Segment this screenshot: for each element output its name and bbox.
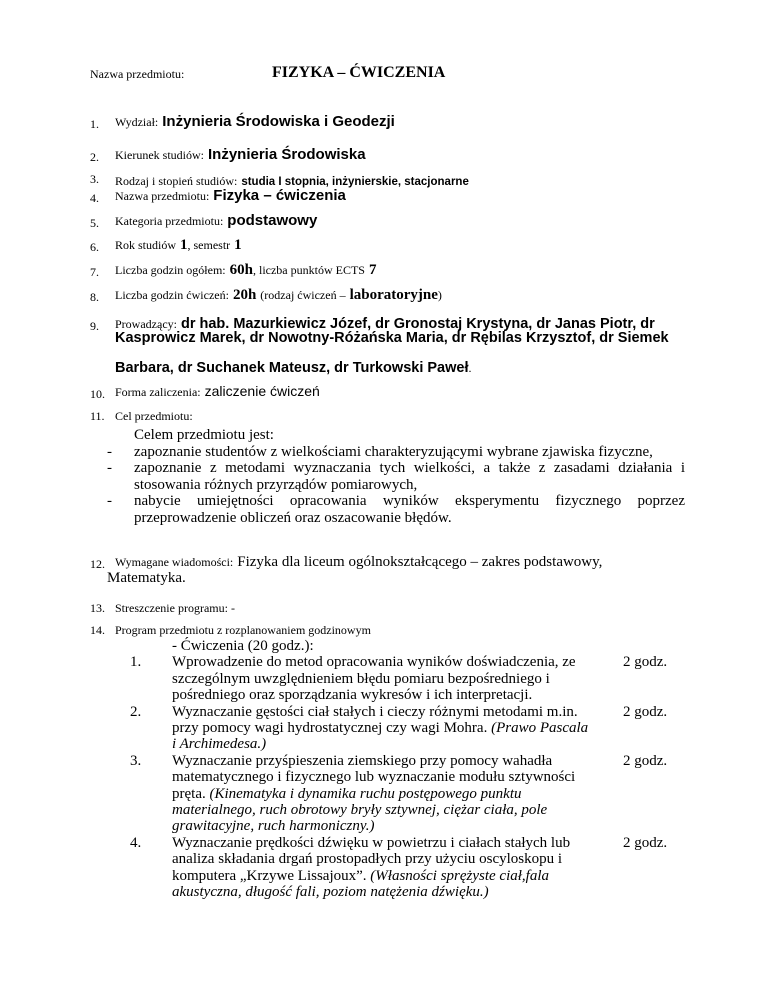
assessment-value: zaliczenie ćwiczeń bbox=[204, 383, 320, 399]
entry-text: Wyznaczanie gęstości ciał stałych i cieczy różnymi metodami m.in. przy pomocy wagi hydrostatycznej czy wagi Mohra. bbox=[172, 703, 578, 737]
assessment-row bbox=[115, 383, 320, 401]
subject-name-label: Nazwa przedmiotu: bbox=[115, 189, 210, 203]
item-number: 9. bbox=[90, 319, 99, 333]
list-item bbox=[107, 460, 685, 493]
exercise-hours-label: Liczba godzin ćwiczeń: bbox=[115, 288, 229, 302]
item-number: 1. bbox=[90, 117, 99, 131]
program-entry bbox=[130, 654, 690, 703]
exercise-type-label: (rodzaj ćwiczeń – bbox=[260, 288, 346, 302]
entry-hours: 2 godz. bbox=[623, 654, 668, 671]
semester-value: 1 bbox=[234, 237, 242, 253]
faculty-value: Inżynieria Środowiska i Geodezji bbox=[162, 113, 395, 130]
category-row bbox=[115, 212, 317, 230]
goals-lead: Celem przedmiotu jest: bbox=[134, 427, 274, 443]
item-number: 3. bbox=[90, 172, 99, 186]
document-title: FIZYKA – ĆWICZENIA bbox=[272, 64, 446, 81]
item-number: 5. bbox=[90, 216, 99, 230]
category-value: podstawowy bbox=[227, 212, 318, 229]
dash-bullet: - bbox=[107, 460, 112, 477]
field-row bbox=[115, 146, 366, 164]
field-value: Inżynieria Środowiska bbox=[208, 146, 366, 163]
goal-text: zapoznanie studentów z wielkościami charakteryzującymi wybrane zjawiska fizyczne, bbox=[134, 443, 653, 460]
summary-label: Streszczenie programu: - bbox=[115, 601, 235, 615]
year-value: 1 bbox=[180, 237, 188, 253]
exercise-hours-row bbox=[115, 286, 442, 304]
faculty-label: Wydział: bbox=[115, 115, 159, 129]
entry-topics: (Prawo Pascala i Archimedesa.) bbox=[172, 720, 589, 753]
lecturers-line-1: dr hab. Mazurkiewicz Józef, dr Gronostaj Krystyna, dr Janas Piotr, dr bbox=[180, 316, 655, 332]
item-number: 7. bbox=[90, 265, 99, 279]
lecturers-line-3-row bbox=[115, 359, 472, 377]
goals-list bbox=[107, 444, 685, 527]
item-number: 14. bbox=[90, 623, 105, 637]
year-label: Rok studiów bbox=[115, 238, 177, 252]
entry-number: 3. bbox=[130, 752, 142, 769]
ects-value: 7 bbox=[368, 262, 377, 278]
item-number: 10. bbox=[90, 387, 105, 401]
category-label: Kategoria przedmiotu: bbox=[115, 214, 224, 228]
hours-total-label: Liczba godzin ogółem: bbox=[115, 263, 226, 277]
requirements-label: Wymagane wiadomości: bbox=[115, 555, 234, 569]
entry-text: Wyznaczanie przyśpieszenia ziemskiego przy pomocy wahadła matematycznego i fizycznego lub wyznaczanie modułu sztywności pręta. bbox=[172, 752, 576, 802]
lecturers-line-3: Barbara, dr Suchanek Mateusz, dr Turkowski Paweł bbox=[115, 360, 469, 376]
program-heading: - Ćwiczenia (20 godz.): bbox=[172, 638, 314, 654]
entry-topics: (Własności sprężyste ciał,fala akustyczna, długość fali, poziom natężenia dźwięku.) bbox=[172, 867, 550, 901]
lecturers-line-2: Kasprowicz Marek, dr Nowotny-Różańska Maria, dr Rębilas Krzysztof, dr Siemek bbox=[115, 330, 669, 346]
entry-text: Wyznaczanie prędkości dźwięku w powietrzu i ciałach stałych lub analiza składania drgań prostopadłych przy użyciu oscyloskopu i komputera „Krzywe Lissajoux”. bbox=[172, 834, 571, 884]
entry-hours: 2 godz. bbox=[623, 834, 668, 851]
subject-row bbox=[115, 187, 346, 205]
requirements-line-1: Fizyka dla liceum ogólnokształcącego – zakres podstawowy, bbox=[237, 554, 603, 570]
lecturers-end: . bbox=[468, 361, 472, 375]
goals-block bbox=[107, 427, 685, 527]
hours-total-row bbox=[115, 261, 376, 279]
ects-label: , liczba punktów ECTS bbox=[252, 263, 365, 277]
goal-label: Cel przedmiotu: bbox=[115, 409, 193, 423]
subject-label: Nazwa przedmiotu: bbox=[90, 67, 185, 81]
goal-text: nabycie umiejętności opracowania wyników eksperymentu fizycznego poprzez przeprowadzenie obliczeń oraz oszacowanie błędów. bbox=[134, 493, 685, 526]
item-number: 4. bbox=[90, 191, 99, 205]
item-number: 11. bbox=[90, 409, 105, 423]
entry-hours: 2 godz. bbox=[623, 752, 668, 769]
item-number: 13. bbox=[90, 601, 105, 615]
item-number: 8. bbox=[90, 290, 99, 304]
item-number: 12. bbox=[90, 557, 105, 571]
dash-bullet: - bbox=[107, 493, 112, 510]
program-entry bbox=[130, 704, 690, 753]
entry-topics: (Kinematyka i dynamika ruchu postępowego punktu materialnego, ruch obrotowy bryły sztywnej, ciężar ciała, pole grawitacyjne, ruch harmoniczny.) bbox=[172, 785, 548, 835]
entry-hours: 2 godz. bbox=[623, 703, 668, 720]
entry-number: 2. bbox=[130, 703, 142, 720]
entry-text-block bbox=[172, 753, 592, 835]
entry-text-block bbox=[172, 704, 592, 753]
program-entry bbox=[130, 753, 690, 835]
list-item bbox=[107, 444, 685, 461]
study-type-label: Rodzaj i stopień studiów: bbox=[115, 174, 238, 188]
item-number: 2. bbox=[90, 150, 99, 164]
faculty-row bbox=[115, 113, 395, 131]
entry-number: 4. bbox=[130, 834, 142, 851]
program-label: Program przedmiotu z rozplanowaniem godzinowym bbox=[115, 623, 371, 637]
list-item bbox=[107, 493, 685, 526]
lecturers-label: Prowadzący: bbox=[115, 317, 177, 331]
exercise-type-value: laboratoryjne bbox=[349, 287, 438, 303]
goal-text: zapoznanie z metodami wyznaczania tych wielkości, a także z zasadami działania i stosowania różnych przyrządów pomiarowych, bbox=[134, 460, 685, 493]
requirements-line-2: Matematyka. bbox=[107, 570, 186, 586]
hours-total-value: 60h bbox=[229, 262, 253, 278]
semester-label: , semestr bbox=[187, 238, 231, 252]
entry-number: 1. bbox=[130, 654, 142, 671]
study-type-value: studia I stopnia, inżynierskie, stacjonarne bbox=[241, 176, 469, 188]
program-entry bbox=[130, 835, 690, 901]
exercise-hours-value: 20h bbox=[232, 287, 257, 303]
entry-text-block bbox=[172, 835, 592, 901]
item-number: 6. bbox=[90, 240, 99, 254]
dash-bullet: - bbox=[107, 443, 112, 460]
field-label: Kierunek studiów: bbox=[115, 148, 204, 162]
exercise-type-close: ) bbox=[437, 288, 442, 302]
requirements-row bbox=[115, 553, 602, 571]
year-row bbox=[115, 236, 242, 254]
program-block bbox=[130, 638, 690, 901]
assessment-label: Forma zaliczenia: bbox=[115, 385, 201, 399]
entry-text: Wprowadzenie do metod opracowania wyników doświadczenia, ze szczególnym uwzględnieniem błędu pomiaru bezpośredniego i pośredniego oraz sporządzania wykresów i ich interpretacji. bbox=[172, 654, 576, 704]
subject-name-value: Fizyka – ćwiczenia bbox=[213, 187, 346, 204]
